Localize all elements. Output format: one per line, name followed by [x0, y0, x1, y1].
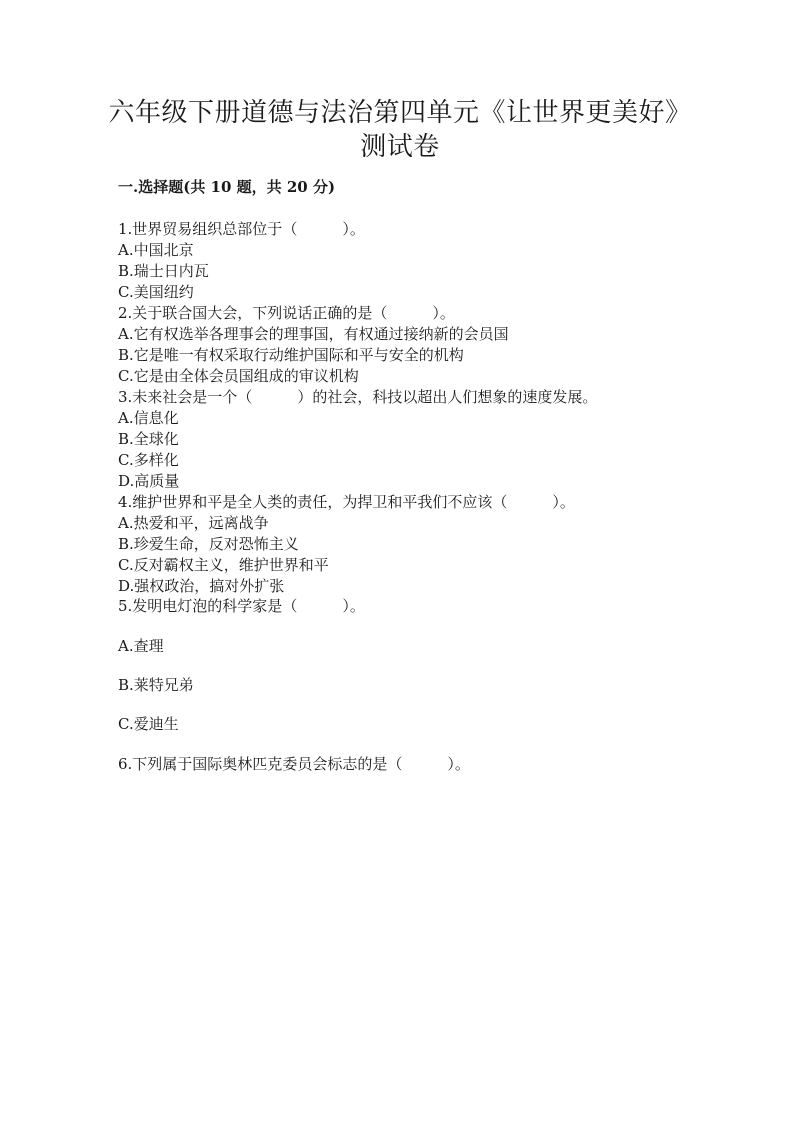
question-4-option-c: C.反对霸权主义，维护世界和平 — [118, 556, 329, 574]
question-1-stem: 1.世界贸易组织总部位于（ ）。 — [118, 220, 365, 238]
question-4-option-d: D.强权政治，搞对外扩张 — [118, 577, 285, 595]
exam-title-line2: 测试卷 — [360, 132, 440, 162]
exam-title: 六年级下册道德与法治第四单元《让世界更美好》 — [108, 98, 692, 128]
section-heading: 一.选择题(共 10 题，共 20 分) — [118, 178, 336, 196]
question-2-option-b: B.它是唯一有权采取行动维护国际和平与安全的机构 — [118, 346, 464, 364]
question-1-option-b: B.瑞士日内瓦 — [118, 262, 209, 280]
question-3-option-c: C.多样化 — [118, 451, 179, 469]
question-5-option-a: A.查理 — [118, 637, 164, 655]
question-5-stem: 5.发明电灯泡的科学家是（ ）。 — [118, 597, 365, 615]
question-4-option-b: B.珍爱生命，反对恐怖主义 — [118, 535, 299, 553]
question-1-option-a: A.中国北京 — [118, 241, 194, 259]
question-3-option-d: D.高质量 — [118, 472, 180, 490]
question-5-option-b: B.莱特兄弟 — [118, 676, 194, 694]
question-1-option-c: C.美国纽约 — [118, 283, 194, 301]
question-2-option-c: C.它是由全体会员国组成的审议机构 — [118, 367, 359, 385]
question-3-option-b: B.全球化 — [118, 430, 179, 448]
question-2-stem: 2.关于联合国大会，下列说话正确的是（ ）。 — [118, 304, 455, 322]
question-4-stem: 4.维护世界和平是全人类的责任，为捍卫和平我们不应该（ ）。 — [118, 493, 575, 511]
question-6-stem: 6.下列属于国际奥林匹克委员会标志的是（ ）。 — [118, 755, 470, 773]
question-3-option-a: A.信息化 — [118, 409, 179, 427]
question-4-option-a: A.热爱和平，远离战争 — [118, 514, 269, 532]
question-2-option-a: A.它有权选举各理事会的理事国，有权通过接纳新的会员国 — [118, 325, 509, 343]
question-5-option-c: C.爱迪生 — [118, 715, 179, 733]
question-3-stem: 3.未来社会是一个（ ）的社会，科技以超出人们想象的速度发展。 — [118, 388, 598, 406]
